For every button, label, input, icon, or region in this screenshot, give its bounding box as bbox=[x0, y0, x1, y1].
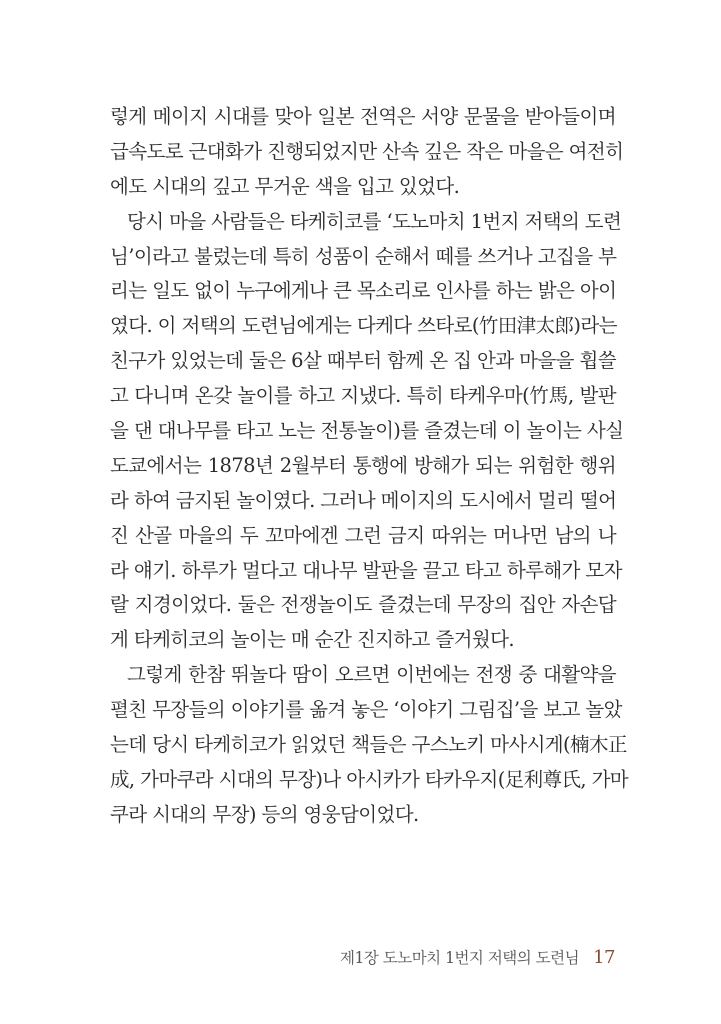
text-line: 랄 지경이었다. 둘은 전쟁놀이도 즐겼는데 무장의 집안 자손답 bbox=[110, 593, 616, 617]
text-line: 펼친 무장들의 이야기를 옮겨 놓은 ‘이야기 그림집’을 보고 놀았 bbox=[110, 698, 622, 722]
page-number: 17 bbox=[593, 947, 615, 968]
text-line: 당시 마을 사람들은 타케히코를 ‘도노마치 1번지 저택의 도련 bbox=[127, 209, 622, 233]
text-line: 쿠라 시대의 무장) 등의 영웅담이었다. bbox=[110, 802, 419, 826]
text-line: 成, 가마쿠라 시대의 무장)나 아시카가 타카우지(足利尊氏, 가마 bbox=[110, 767, 629, 791]
text-line: 리는 일도 없이 누구에게나 큰 목소리로 인사를 하는 밝은 아이 bbox=[110, 279, 617, 303]
text-line: 급속도로 근대화가 진행되었지만 산속 깊은 작은 마을은 여전히 bbox=[110, 139, 624, 163]
text-line: 에도 시대의 깊고 무거운 색을 입고 있었다. bbox=[110, 174, 460, 198]
text-line: 였다. 이 저택의 도련님에게는 다케다 쓰타로(竹田津太郎)라는 bbox=[110, 314, 617, 338]
text-line: 도쿄에서는 1878년 2월부터 통행에 방해가 되는 위험한 행위 bbox=[110, 453, 616, 477]
text-line: 라 하여 금지된 놀이였다. 그러나 메이지의 도시에서 멀리 떨어 bbox=[110, 488, 617, 512]
text-line: 고 다니며 온갖 놀이를 하고 지냈다. 특히 타케우마(竹馬, 발판 bbox=[110, 384, 616, 408]
text-line: 라 얘기. 하루가 멀다고 대나무 발판을 끌고 타고 하루해가 모자 bbox=[110, 558, 622, 582]
running-head: 제1장 도노마치 1번지 저택의 도련님 bbox=[340, 949, 580, 967]
text-line: 을 댄 대나무를 타고 노는 전통놀이)를 즐겼는데 이 놀이는 사실 bbox=[110, 419, 624, 443]
text-line: 렇게 메이지 시대를 맞아 일본 전역은 서양 문물을 받아들이며 bbox=[110, 105, 616, 128]
text-line: 그렇게 한참 뛰놀다 땀이 오르면 이번에는 전쟁 중 대활약을 bbox=[127, 663, 616, 687]
text-line: 님’이라고 불렀는데 특히 성품이 순해서 떼를 쓰거나 고집을 부 bbox=[110, 244, 617, 268]
text-line: 진 산골 마을의 두 꼬마에겐 그런 금지 따위는 머나먼 남의 나 bbox=[110, 523, 616, 547]
page-footer bbox=[340, 946, 615, 968]
text-line: 는데 당시 타케히코가 읽었던 책들은 구스노키 마사시게(楠木正 bbox=[110, 733, 627, 757]
text-line: 게 타케히코의 놀이는 매 순간 진지하고 즐거웠다. bbox=[110, 628, 514, 652]
body-text bbox=[110, 100, 629, 833]
text-line: 친구가 있었는데 둘은 6살 때부터 함께 온 집 안과 마을을 휩쓸 bbox=[110, 349, 616, 373]
